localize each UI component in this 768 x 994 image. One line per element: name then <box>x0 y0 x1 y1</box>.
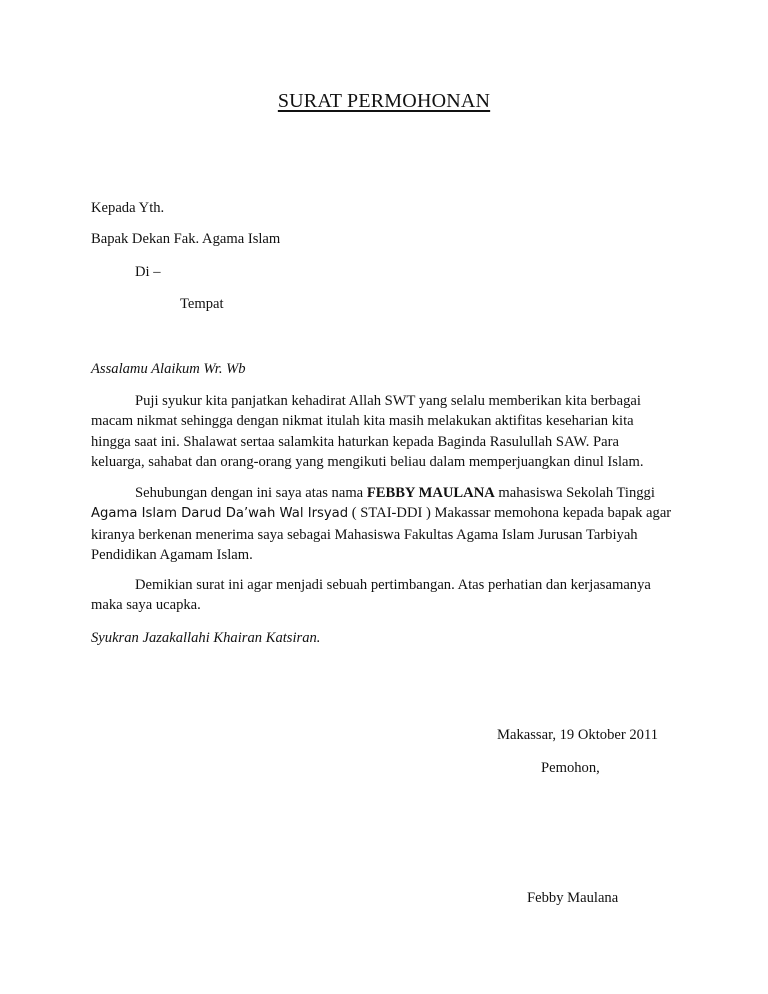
paragraph-2-row-4: Pendidikan Agamam Islam. <box>91 546 253 563</box>
paragraph-1 <box>91 391 681 472</box>
paragraph-2-row-2 <box>91 503 681 524</box>
paragraph-2 <box>91 483 681 565</box>
paragraph-2-row-2-rest: ( STAI-DDI ) Makassar memohona kepada bapak agar <box>348 505 672 522</box>
page-title: SURAT PERMOHONAN <box>277 90 491 112</box>
paragraph-3-row-1: Demikian surat ini agar menjadi sebuah pertimbangan. Atas perhatian dan kerjasamanya <box>135 577 651 593</box>
paragraph-2-text-before-name: Sehubungan dengan ini saya atas nama <box>135 485 367 501</box>
paragraph-3 <box>91 575 681 616</box>
greeting: Assalamu Alaikum Wr. Wb <box>91 361 246 377</box>
closing-line: Syukran Jazakallahi Khairan Katsiran. <box>91 630 321 646</box>
recipient-line-4: Tempat <box>180 296 224 312</box>
paragraph-1-row-4: keluarga, sahabat dan orang-orang yang mengikuti beliau dalam memperjuangkan dinul Islam. <box>91 453 644 470</box>
paragraph-2-row-1 <box>91 483 681 503</box>
applicant-name: FEBBY MAULANA <box>366 485 495 501</box>
paragraph-1-row-1: Puji syukur kita panjatkan kehadirat Allah SWT yang selalu memberikan kita berbagai <box>135 393 641 409</box>
institution-name: Agama Islam Darud Da’wah Wal Irsyad <box>91 506 349 522</box>
recipient-line-1: Kepada Yth. <box>91 200 165 216</box>
paragraph-1-row-2: macam nikmat sehingga dengan nikmat itulah kita masih melakukan aktifitas keseharian kita <box>91 413 634 430</box>
paragraph-1-row-3: hingga saat ini. Shalawat sertaa salamkita haturkan kepada Baginda Rasulullah SAW. Para <box>91 433 619 450</box>
signature-name: Febby Maulana <box>527 890 619 906</box>
paragraph-2-text-after-name: mahasiswa Sekolah Tinggi <box>494 485 655 501</box>
recipient-line-3: Di – <box>135 264 161 280</box>
paragraph-3-row-2: maka saya ucapka. <box>91 597 201 614</box>
recipient-line-2: Bapak Dekan Fak. Agama Islam <box>91 231 281 247</box>
place-date: Makassar, 19 Oktober 2011 <box>497 727 658 743</box>
paragraph-2-row-3: kiranya berkenan menerima saya sebagai Mahasiswa Fakultas Agama Islam Jurusan Tarbiyah <box>91 526 638 543</box>
signature-role: Pemohon, <box>541 760 600 776</box>
